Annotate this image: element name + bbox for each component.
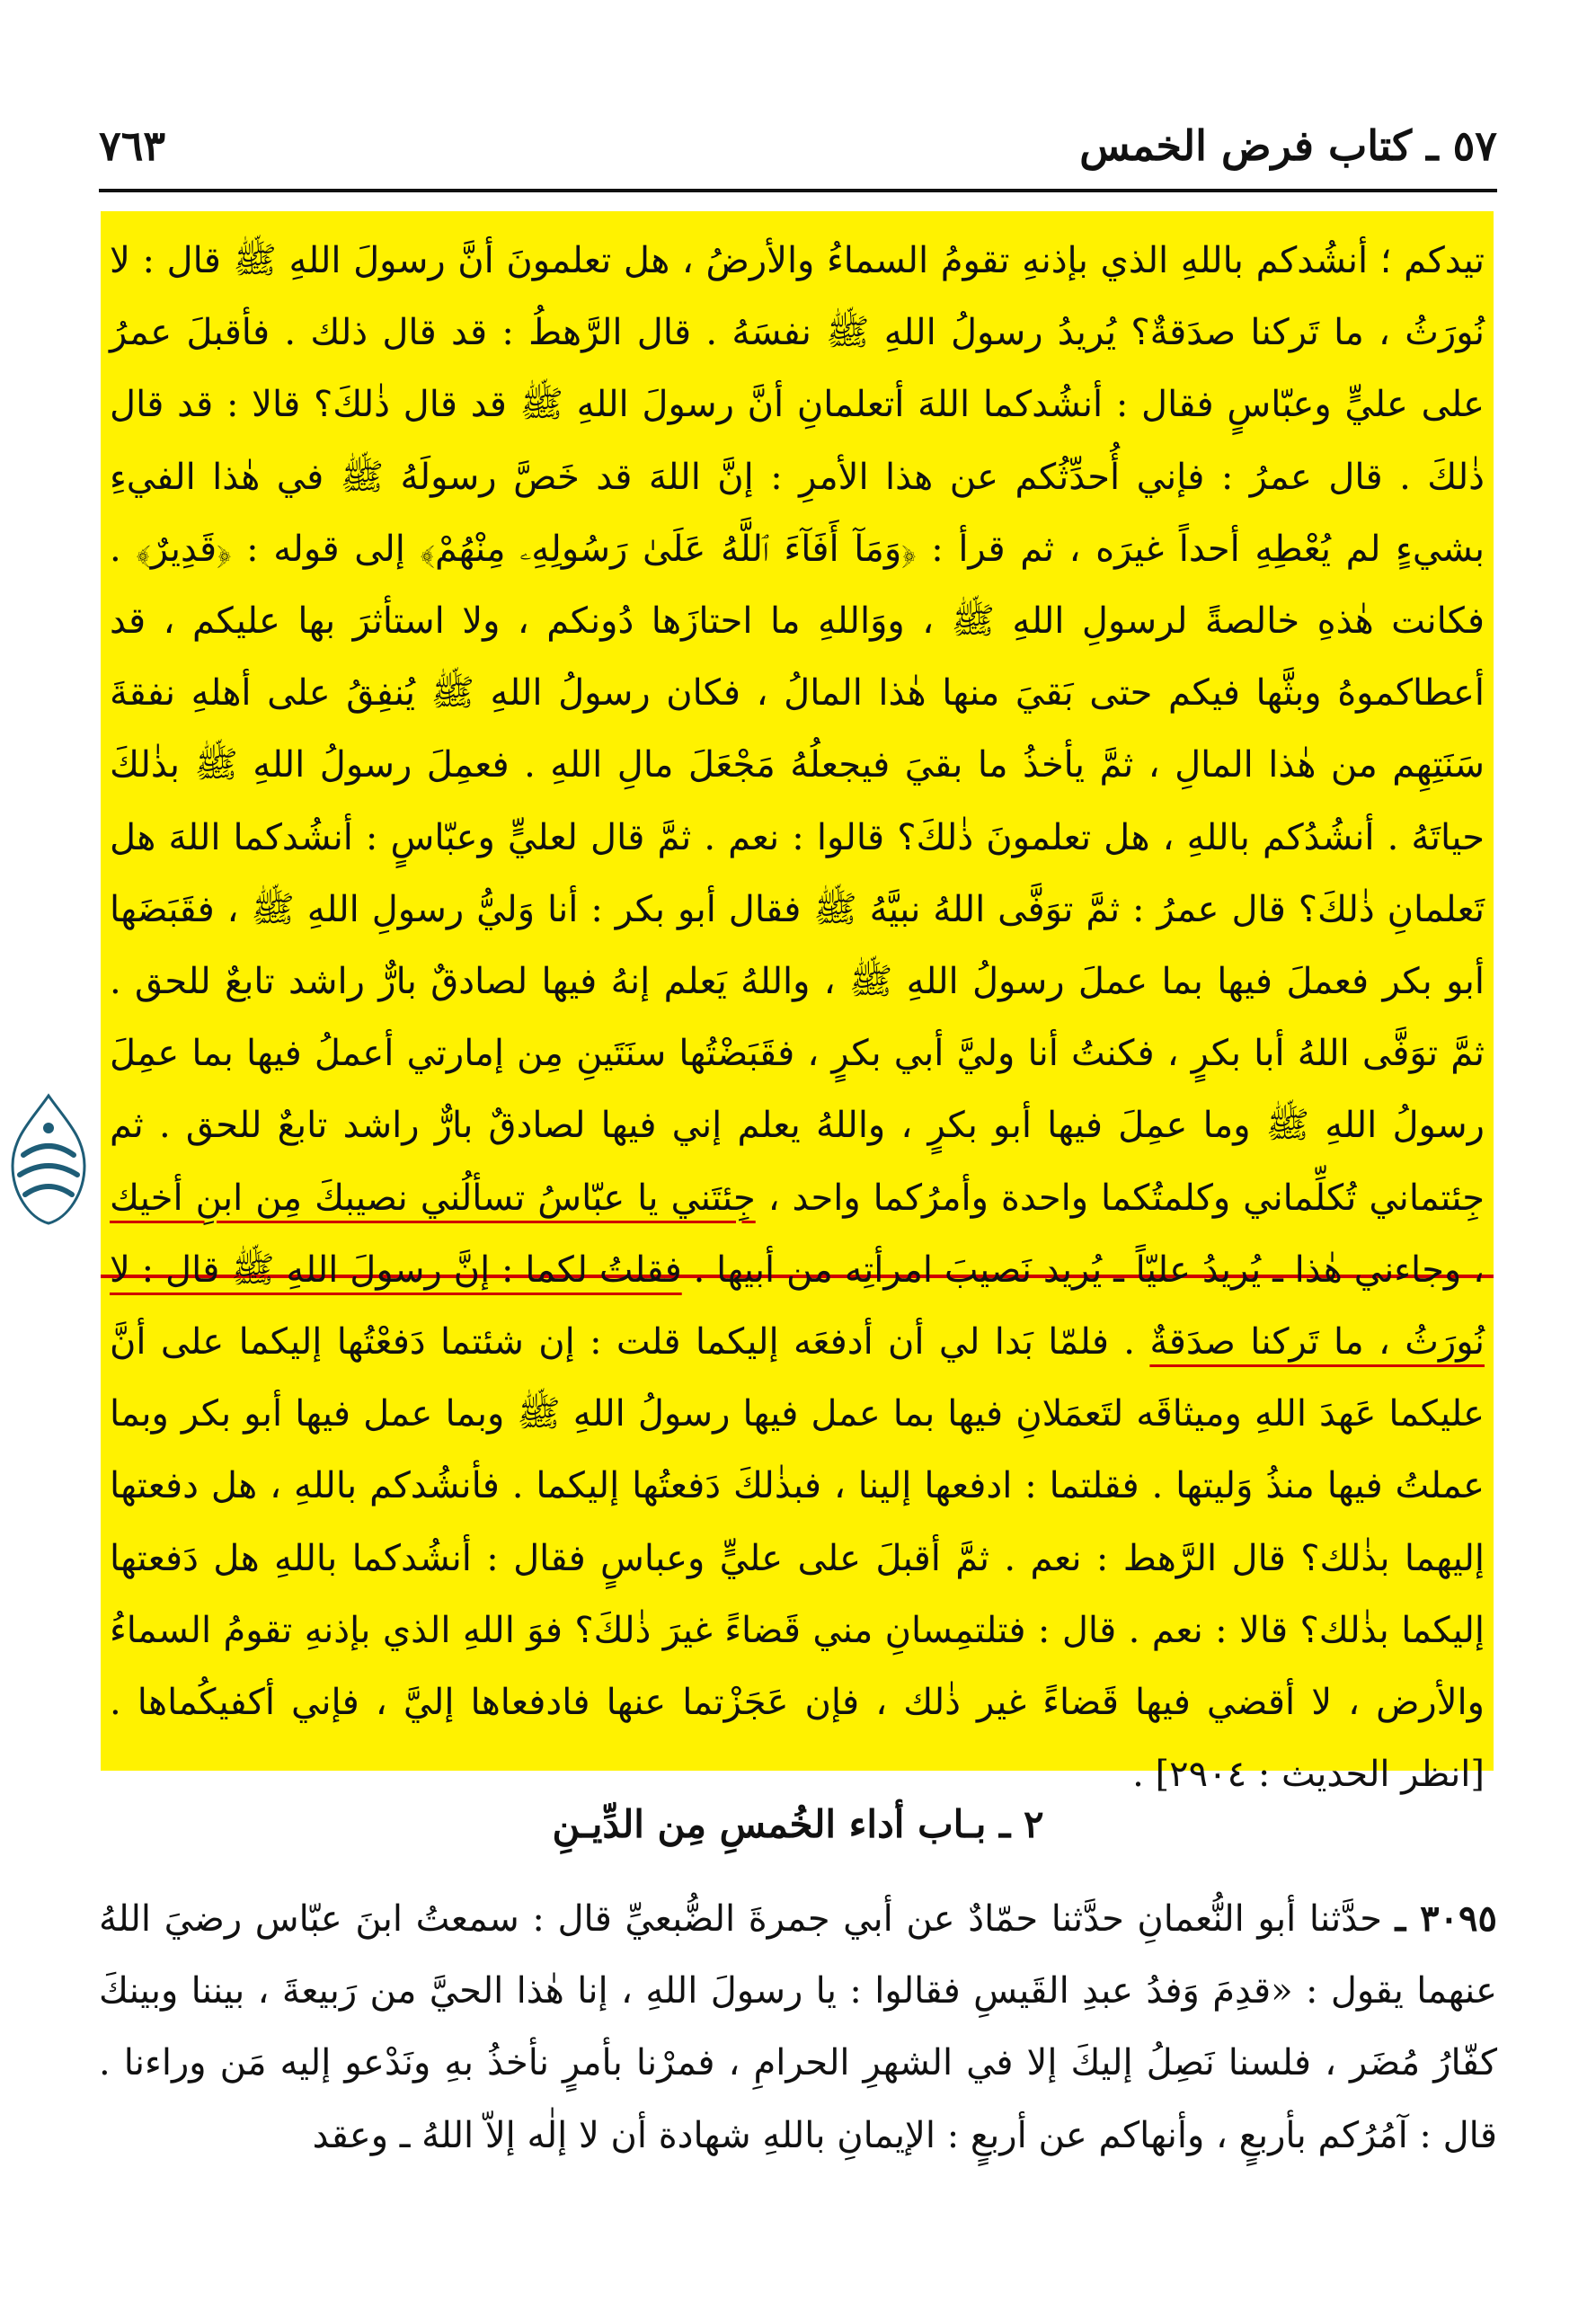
running-chapter-title: ٥٧ ـ كتاب فرض الخمس bbox=[1079, 121, 1497, 170]
passage-text-middle: ، وجاءني هٰذا ـ يُريدُ عليّاً ـ يُريد نَصيبَ امرأتِه من أبيها . bbox=[681, 1248, 1485, 1291]
passage-text-before: تيدكم ؛ أنشُدكم باللهِ الذي بإذنهِ تقومُ السماءُ والأرضُ ، هل تعلمونَ أنَّ رسولَ اللهِ ﷺ قال : لا نُورَثُ ، ما تَركنا صدَقةٌ؟ يُريدُ رسولُ اللهِ ﷺ نفسَهُ . قال الرَّهطُ : قد قال ذلك . فأقبلَ عمرُ على عليٍّ وعبّاسٍ فقال : أنشُدكما اللهَ أتعلمانِ أنَّ رسولَ اللهِ ﷺ قد قال ذٰلكَ؟ قالا : قد قال ذٰلكَ . قال عمرُ : فإني أُحدِّثُكم عن هذا الأمرِ : إنَّ اللهَ قد خَصَّ رسولَهُ ﷺ في هٰذا الفيءِ بشيءٍ لم يُعْطِهِ أحداً غيرَه ، ثم قرأ : ﴿وَمَآ أَفَآءَ ٱللَّهُ عَلَىٰ رَسُولِهِۦ مِنْهُمْ﴾ إلى قوله : ﴿قَدِيرٌ﴾ . فكانت هٰذهِ خالصةً لرسولِ اللهِ ﷺ ، ووَاللهِ ما احتازَها دُونكم ، ولا استأثرَ بها عليكم ، قد أعطاكموهُ وبثَّها فيكم حتى بَقيَ منها هٰذا المالُ ، فكان رسولُ اللهِ ﷺ يُنفِقُ على أهلهِ نفقةَ سَنَتِهِم من هٰذا المالِ ، ثمَّ يأخذُ ما بقيَ فيجعلُهُ مَجْعَلَ مالِ اللهِ . فعمِلَ رسولُ اللهِ ﷺ بذٰلكَ حياتَهُ . أنشُدُكم باللهِ ، هل تعلمونَ ذٰلكَ؟ قالوا : نعم . ثمَّ قال لعليٍّ وعبّاسٍ : أنشُدكما اللهَ هل تَعلمانِ ذٰلكَ؟ قال عمرُ : ثمَّ توَفَّى اللهُ نبيَّهُ ﷺ فقال أبو بكر : أنا وَليُّ رسولِ اللهِ ﷺ ، فقَبَضَها أبو بكر فعملَ فيها بما عملَ رسولُ اللهِ ﷺ ، واللهُ يَعلم إنهُ فيها لصادقٌ بارٌّ راشد تابعٌ للحق . ثمَّ توَفَّى اللهُ أبا بكرٍ ، فكنتُ أنا وليَّ أبي بكرٍ ، فقَبَضْتُها سنَتَينِ مِن إمارتي أعملُ فيها بما عمِلَ رسولُ اللهِ ﷺ وما عمِلَ فيها أبو بكرٍ ، واللهُ يعلم إني فيها لصادقٌ بارٌّ راشد تابعٌ للحق . ثم جِئتماني تُكلِّماني وكلمتُكما واحدة وأمرُكما واحد ، bbox=[110, 240, 1485, 1219]
chapter-heading: ٢ ـ بـاب أداء الخُمسِ مِن الدِّيـنِ bbox=[552, 1802, 1044, 1846]
underlined-phrase-1: جِئتَني يا عبّاسُ تسألُني نصيبكَ مِن ابنِ أخيك bbox=[110, 1177, 756, 1219]
hadith-paragraph bbox=[99, 1883, 1497, 2172]
passage-paragraph bbox=[110, 225, 1485, 1810]
page-header bbox=[99, 121, 1497, 193]
hadith-3095 bbox=[99, 1883, 1497, 2172]
passage-text-after: . فلمّا بَدا لي أن أدفعَه إليكما قلت : إن شئتما دَفعْتُها إليكما على أنَّ عليكما عَهدَ اللهِ وميثاقَه لتَعمَلانِ فيها بما عمل فيها رسولُ اللهِ ﷺ وبما عمل فيها أبو بكر وبما عملتُ فيها منذُ وَليتها . فقلتما : ادفعها إلينا ، فبذٰلكَ دَفعتُها إليكما . فأنشُدكم باللهِ ، هل دفعتها إليهما بذٰلك؟ قال الرَّهط : نعم . ثمَّ أقبلَ على عليٍّ وعباسٍ فقال : أنشُدكما باللهِ هل دَفعتها إليكما بذٰلك؟ قالا : نعم . قال : فتلتمِسانِ مني قَضاءً غيرَ ذٰلكَ؟ فوَ اللهِ الذي بإذنهِ تقومُ السماءُ والأرض ، لا أقضي فيها قَضاءً غير ذٰلك ، فإن عَجَزْتما عنها فادفعاها إليَّ ، فإني أكفيكُماها . [انظر الحديث : ٢٩٠٤] . bbox=[110, 1321, 1485, 1796]
header-divider bbox=[99, 189, 1497, 192]
highlighted-passage bbox=[101, 225, 1494, 1810]
hadith-number: ٣٠٩٥ ـ bbox=[1395, 1897, 1498, 1940]
page-number: ٧٦٣ bbox=[99, 121, 166, 170]
publisher-seal-logo bbox=[5, 1092, 92, 1227]
hadith-text: حدَّثنا أبو النُّعمانِ حدَّثنا حمّادٌ عن أبي جمرةَ الضُّبعيِّ قال : سمعتُ ابنَ عبّاس رضيَ اللهُ عنهما يقول : «قدِمَ وَفدُ عبدِ القَيسِ فقالوا : يا رسولَ اللهِ ، إنا هٰذا الحيَّ من رَبيعةَ ، بيننا وبينكَ كفّارُ مُضَر ، فلسنا نَصِلُ إليكَ إلا في الشهرِ الحرامِ ، فمرْنا بأمرٍ نأخذُ بهِ ونَدْعو إليه مَن وراءنا . قال : آمُرُكم بأربعٍ ، وأنهاكم عن أربعٍ : الإيمانِ باللهِ شهادة أن لا إلٰه إلاّ اللهُ ـ وعقد bbox=[99, 1898, 1497, 2156]
underlined-phrase-2: فقلتُ لكما : إنَّ رسولَ اللهِ ﷺ قال : لا نُورَثُ ، ما تَركنا صدَقةٌ bbox=[110, 1248, 1485, 1364]
